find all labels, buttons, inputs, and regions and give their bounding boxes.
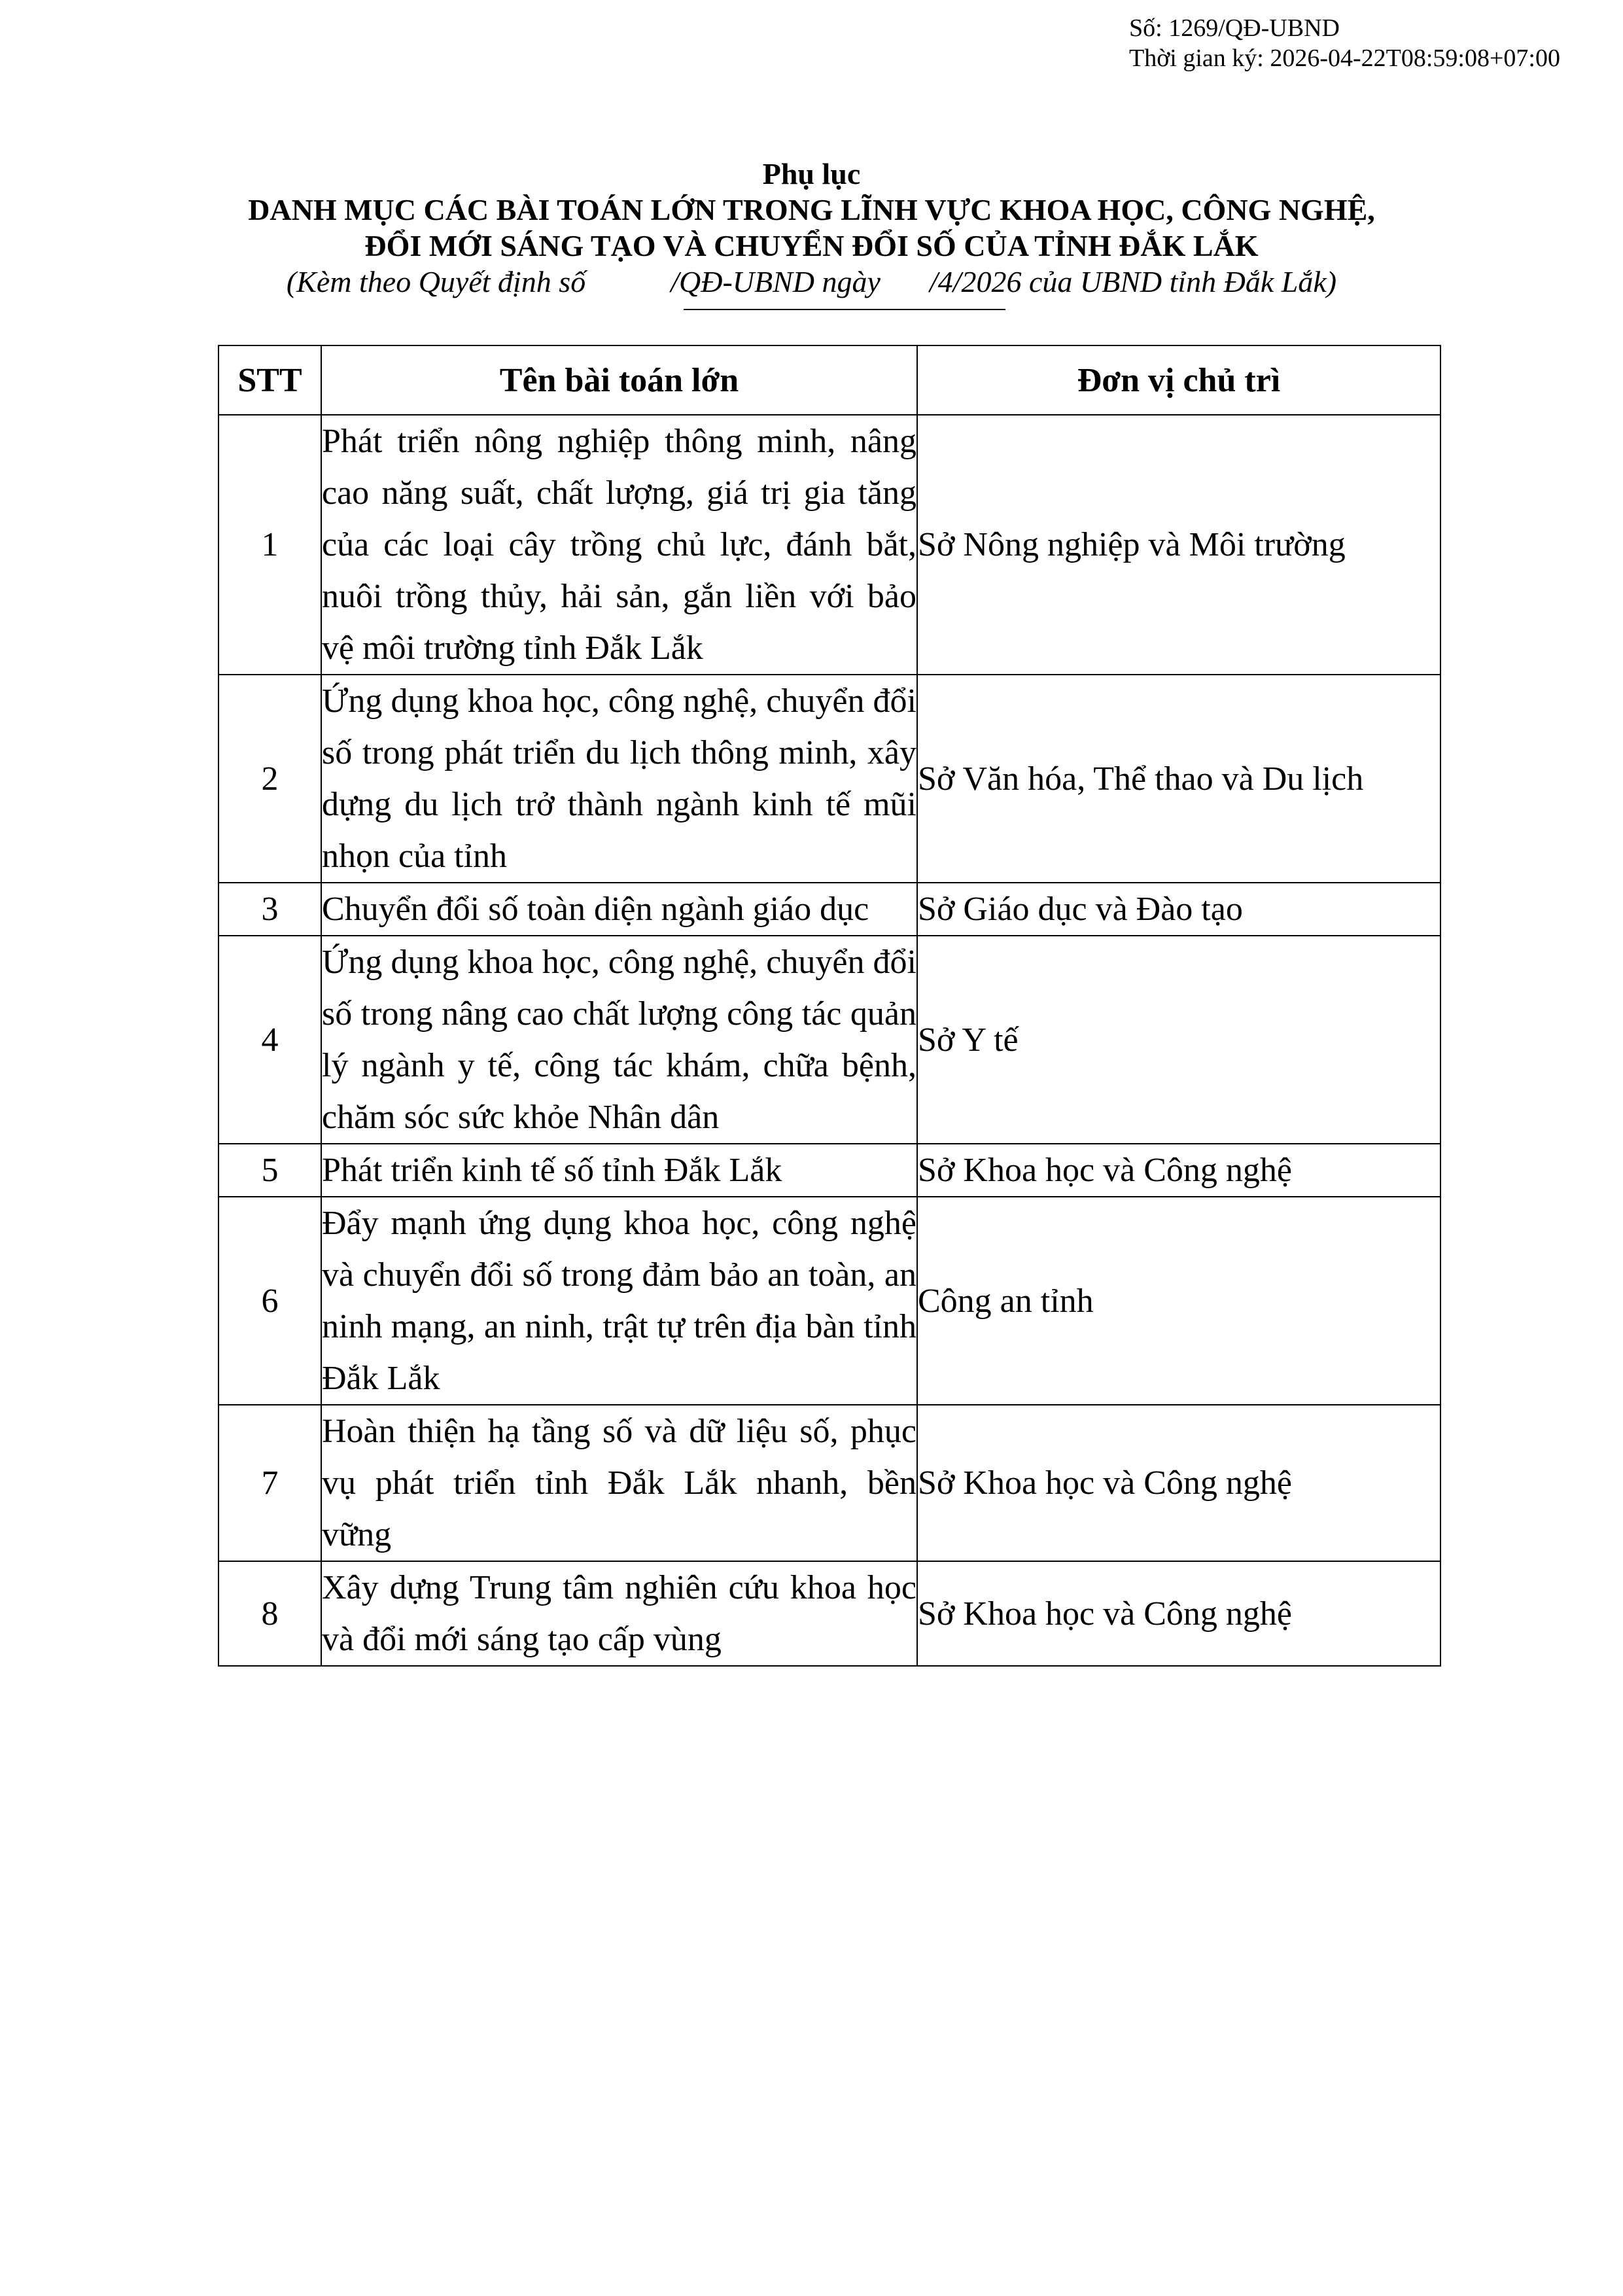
title-line-1: DANH MỤC CÁC BÀI TOÁN LỚN TRONG LĨNH VỰC KHOA HỌC, CÔNG NGHỆ, [248,193,1375,226]
row-lead-unit: Sở Khoa học và Công nghệ [917,1144,1440,1197]
table-row [218,1144,1440,1197]
table-header-row [218,345,1440,415]
row-problem-name: Phát triển nông nghiệp thông minh, nâng cao năng suất, chất lượng, giá trị gia tăng của các loại cây trồng chủ lực, đánh bắt, nuôi trồng thủy, hải sản, gắn liền với bảo vệ môi trường tỉnh Đắk Lắk [321,415,917,675]
table-row [218,936,1440,1144]
table-row [218,675,1440,883]
row-problem-name: Đẩy mạnh ứng dụng khoa học, công nghệ và chuyển đổi số trong đảm bảo an toàn, an ninh mạng, an ninh, trật tự trên địa bàn tỉnh Đắk Lắk [321,1197,917,1405]
row-lead-unit: Sở Giáo dục và Đào tạo [917,883,1440,936]
row-stt: 1 [218,415,321,675]
row-problem-name: Hoàn thiện hạ tầng số và dữ liệu số, phục vụ phát triển tỉnh Đắk Lắk nhanh, bền vững [321,1405,917,1561]
row-lead-unit: Sở Nông nghiệp và Môi trường [917,415,1440,675]
row-problem-name: Chuyển đổi số toàn diện ngành giáo dục [321,883,917,936]
row-lead-unit: Sở Khoa học và Công nghệ [917,1405,1440,1561]
row-lead-unit: Sở Khoa học và Công nghệ [917,1561,1440,1666]
row-stt: 3 [218,883,321,936]
row-problem-name: Ứng dụng khoa học, công nghệ, chuyển đổi số trong nâng cao chất lượng công tác quản lý ngành y tế, công tác khám, chữa bệnh, chăm sóc sức khỏe Nhân dân [321,936,917,1144]
problems-table [218,345,1441,1667]
row-stt: 7 [218,1405,321,1561]
document-number: Số: 1269/QĐ-UBND [1129,14,1340,42]
table-row [218,1561,1440,1666]
row-stt: 5 [218,1144,321,1197]
subtitle-part-1: (Kèm theo Quyết định số [286,265,586,298]
header-stt: STT [218,345,321,415]
row-stt: 4 [218,936,321,1144]
row-stt: 6 [218,1197,321,1405]
table-row [218,1197,1440,1405]
row-stt: 8 [218,1561,321,1666]
row-lead-unit: Sở Văn hóa, Thể thao và Du lịch [917,675,1440,883]
subtitle-part-3: /4/2026 của UBND tỉnh Đắk Lắk) [929,265,1337,298]
header-problem-name: Tên bài toán lớn [321,345,917,415]
table-row [218,1405,1440,1561]
subtitle-part-2: /QĐ-UBND ngày [671,265,881,298]
header-lead-unit: Đơn vị chủ trì [917,345,1440,415]
digital-signature-stamp [1129,13,1560,73]
row-problem-name: Xây dựng Trung tâm nghiên cứu khoa học và đổi mới sáng tạo cấp vùng [321,1561,917,1666]
title-line-2: ĐỔI MỚI SÁNG TẠO VÀ CHUYỂN ĐỔI SỐ CỦA TỈNH ĐẮK LẮK [364,229,1259,262]
row-stt: 2 [218,675,321,883]
row-lead-unit: Công an tỉnh [917,1197,1440,1405]
row-lead-unit: Sở Y tế [917,936,1440,1144]
row-problem-name: Ứng dụng khoa học, công nghệ, chuyển đổi số trong phát triển du lịch thông minh, xây dựng du lịch trở thành ngành kinh tế mũi nhọn của tỉnh [321,675,917,883]
row-problem-name: Phát triển kinh tế số tỉnh Đắk Lắk [321,1144,917,1197]
table-row [218,883,1440,936]
appendix-label: Phụ lục [762,157,861,190]
subtitle-underline [684,309,1005,310]
table-row [218,415,1440,675]
subtitle [0,264,1623,300]
document-heading [0,156,1623,300]
signing-time: Thời gian ký: 2026-04-22T08:59:08+07:00 [1129,44,1560,72]
